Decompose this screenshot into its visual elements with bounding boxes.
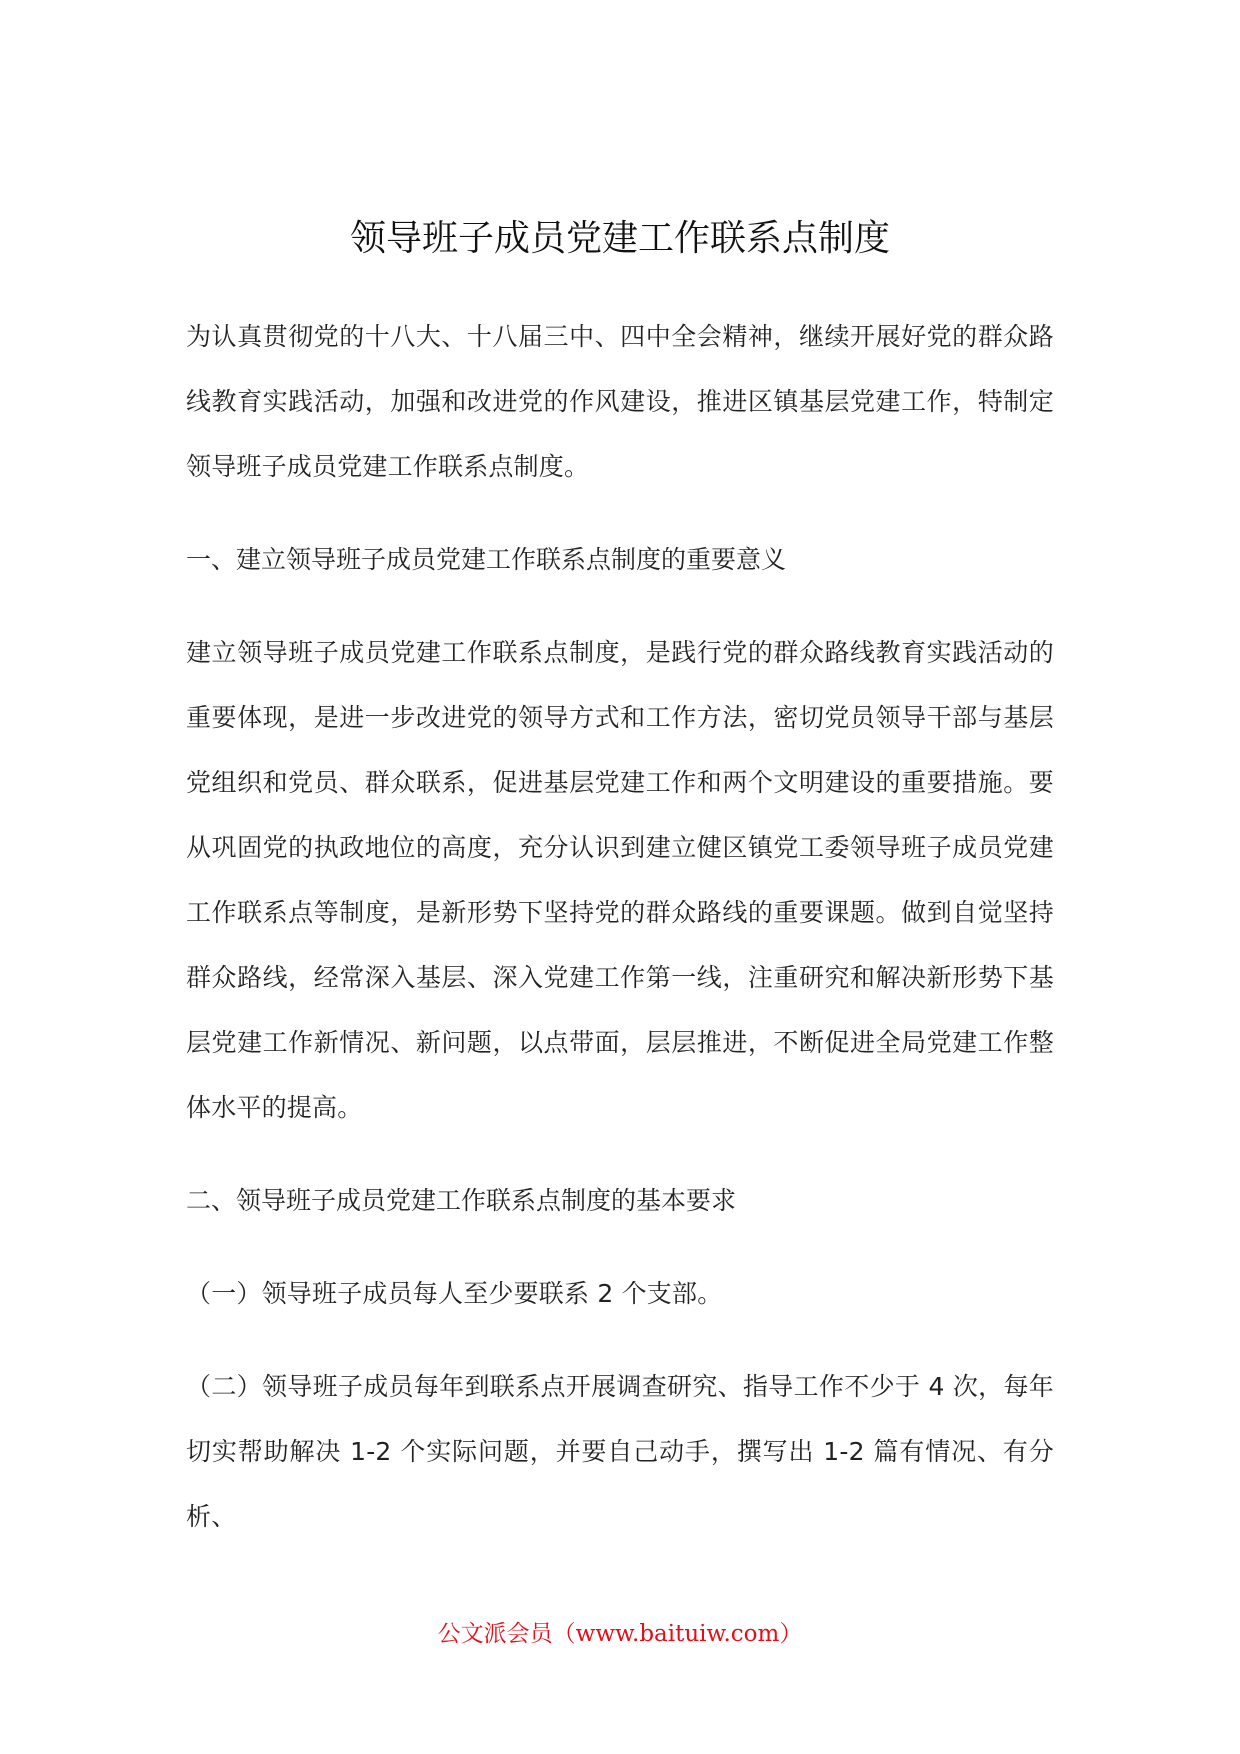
section-1-paragraph: 建立领导班子成员党建工作联系点制度，是践行党的群众路线教育实践活动的重要体现，是进一步改进党的领导方式和工作方法，密切党员领导干部与基层党组织和党员、群众联系，促进基层党建工作和两个文明建设的重要措施。要从巩固党的执政地位的高度，充分认识到建立健区镇党工委领导班子成员党建工作联系点等制度，是新形势下坚持党的群众路线的重要课题。做到自觉坚持群众路线，经常深入基层、深入党建工作第一线，注重研究和解决新形势下基层党建工作新情况、新问题，以点带面，层层推进，不断促进全局党建工作整体水平的提高。 <box>186 638 1054 1122</box>
intro-paragraph: 为认真贯彻党的十八大、十八届三中、四中全会精神，继续开展好党的群众路线教育实践活动，加强和改进党的作风建设，推进区镇基层党建工作，特制定领导班子成员党建工作联系点制度。 <box>186 322 1054 481</box>
paragraph-gap <box>186 1233 1054 1261</box>
paragraph-gap <box>186 1326 1054 1354</box>
section-heading-1: 一、建立领导班子成员党建工作联系点制度的重要意义 <box>186 545 787 574</box>
requirement-item-1: （一）领导班子成员每人至少要联系 2 个支部。 <box>186 1279 723 1308</box>
document-body <box>186 304 1054 1549</box>
requirement-item-2: （二）领导班子成员每年到联系点开展调查研究、指导工作不少于 4 次，每年切实帮助解决 1-2 个实际问题，并要自己动手，撰写出 1-2 篇有情况、有分析、 <box>186 1372 1054 1531</box>
section-heading-2: 二、领导班子成员党建工作联系点制度的基本要求 <box>186 1186 737 1215</box>
paragraph-gap <box>186 499 1054 527</box>
paragraph-gap <box>186 1140 1054 1168</box>
paragraph-gap <box>186 592 1054 620</box>
document-title: 领导班子成员党建工作联系点制度 <box>349 218 890 259</box>
footer-watermark: 公文派会员（www.baituiw.com） <box>437 1621 803 1647</box>
